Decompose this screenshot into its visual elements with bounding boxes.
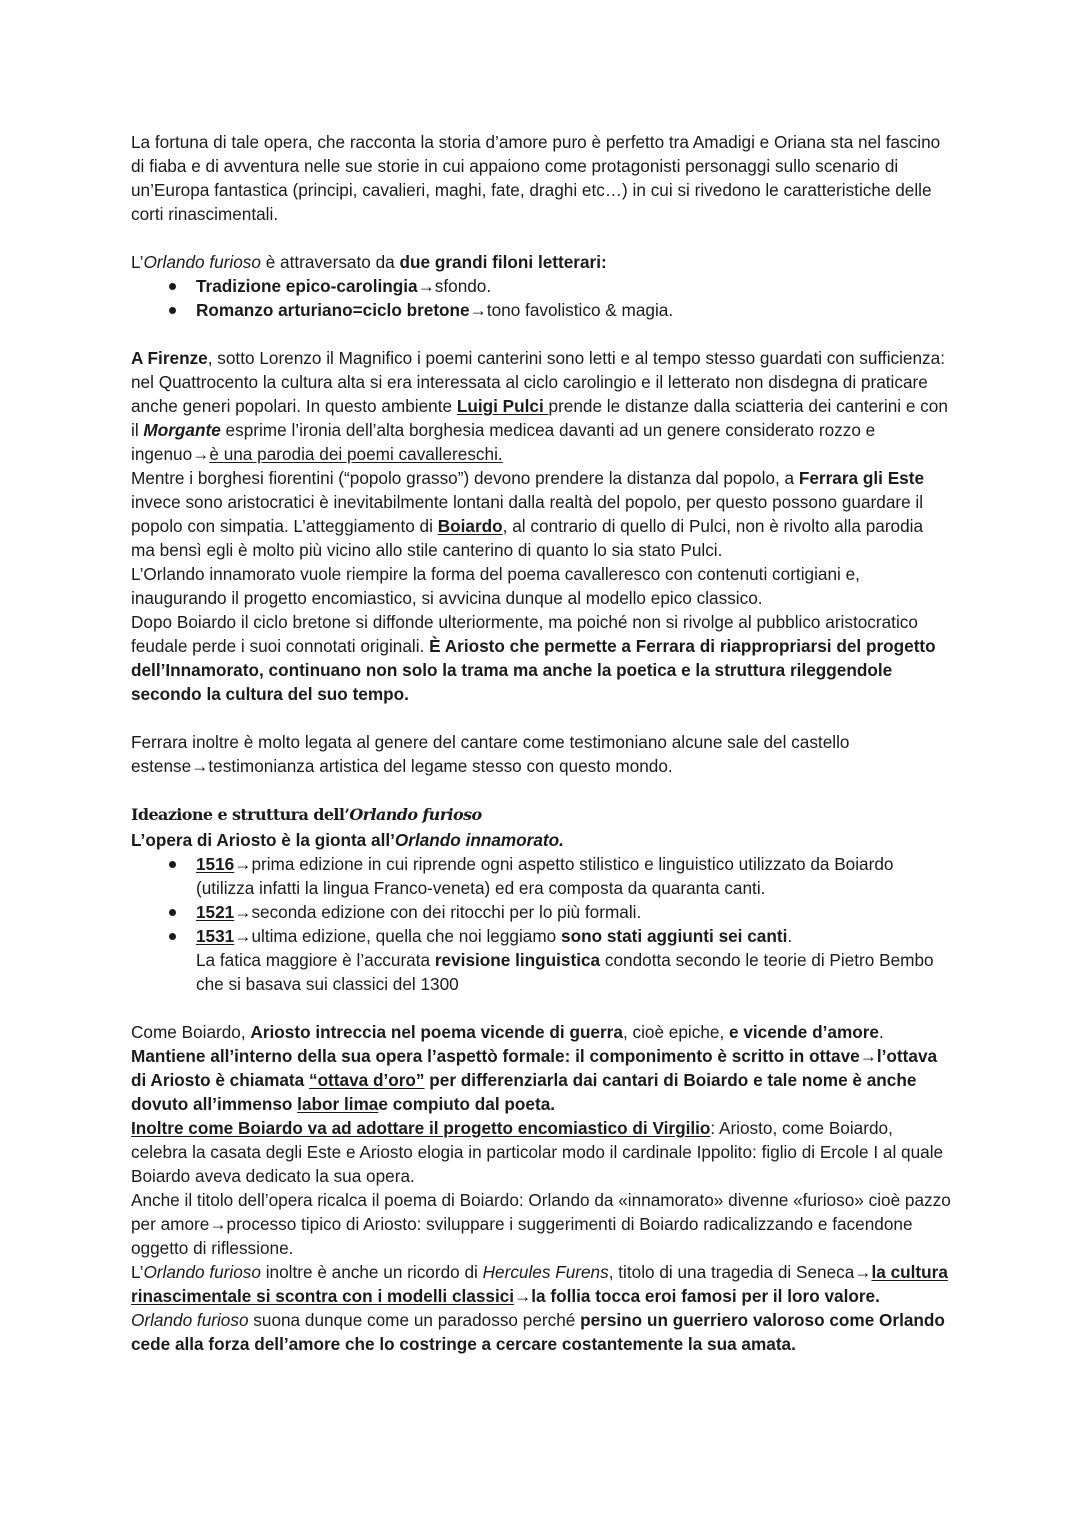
list-item [196,274,951,298]
work-title: Orlando furioso [131,1310,249,1330]
text: L’opera di Ariosto è la gionta all’ [131,830,395,850]
text: , titolo di una tragedia di Seneca [608,1262,855,1282]
underlined-text: labor lima [297,1094,379,1114]
ottava-paragraph [131,1044,951,1116]
text: . [878,1022,884,1042]
dopo-boiardo-paragraph [131,610,951,706]
emphasis: e vicende d’amore [729,1022,879,1042]
text: →tono favolistico & magia. [469,300,674,320]
text: inoltre è anche un ricordo di [260,1262,483,1282]
work-title: Orlando furioso [143,1262,261,1282]
heading-text: Ideazione e struttura dell’ [131,805,350,824]
emphasis: A Firenze [131,348,208,368]
text: , cioè epiche, [622,1022,729,1042]
text: L’ [131,252,144,272]
emphasis: È Ariosto che permette a Ferrara di riappropriarsi del progetto dell’Innamorato, continuano non solo la trama ma anche la poetica e la struttura rileggendole secondo la cultura del suo tempo. [131,636,936,704]
cantare-paragraph: Ferrara inoltre è molto legata al genere del cantare come testimoniano alcune sale del castello estense→testimonianza artistica del legame stesso con questo mondo. [131,732,850,776]
text: e compiuto dal poeta. [378,1094,556,1114]
underlined-emphasis: Inoltre come Boiardo va ad adottare il progetto encomiastico di Virgilio [131,1118,711,1138]
author-name: Boiardo [437,516,503,536]
ferrara-paragraph [131,466,951,562]
underlined-emphasis: la cultura rinascimentale si scontra con i modelli classici [131,1262,948,1306]
hercules-paragraph [131,1260,951,1308]
edition-item [196,900,951,924]
paradosso-paragraph [131,1308,951,1356]
text: invece sono aristocratici è inevitabilmente lontani dalla realtà del popolo, per questo possono guardare il popolo con simpatia. L’atteggiamento di [131,492,924,536]
editions-list [131,852,951,996]
arrow-icon: → [854,1262,872,1282]
text: L’ [131,1262,144,1282]
text: →sfondo. [417,276,492,296]
emphasis: Tradizione epico-carolingia [196,276,418,296]
section-heading [131,802,951,828]
text: , sotto Lorenzo il Magnifico i poemi canterini sono letti e al tempo stesso guardati con sufficienza: nel Quattrocento la cultura alta si era interessata al ciclo carolingio e il letterato non disdegna di praticare anche generi popolari. In questo ambiente [131,348,945,416]
emphasis: sono stati aggiunti sei canti [561,926,788,946]
emphasis: Romanzo arturiano=ciclo bretone [196,300,470,320]
text: Mentre i borghesi fiorentini (“popolo grasso”) devono prendere la distanza dal popolo, a [131,468,799,488]
filoni-paragraph [131,250,951,274]
firenze-paragraph [131,346,951,466]
text: Dopo Boiardo il ciclo bretone si diffonde ulteriormente, ma poiché non si rivolge al pubblico aristocratico feudale perde i suoi connotati originali. [131,612,918,656]
innamorato-paragraph: L’Orlando innamorato vuole riempire la forma del poema cavalleresco con contenuti cortigiani e, inaugurando il progetto encomiastico, si avvicina dunque al modello epico classico. [131,564,860,608]
text: condotta secondo le teorie di Pietro Bembo che si basava sui classici del 1300 [196,950,934,994]
work-title: Orlando innamorato. [394,830,564,850]
edition-year: 1516 [196,854,235,874]
text: : Ariosto, come Boiardo, celebra la casata degli Este e Ariosto elogia in particolar modo il cardinale Ippolito: figlio di Ercole I al quale Boiardo aveva dedicato la sua opera. [131,1118,944,1186]
guerra-paragraph [131,1020,951,1044]
edition-year: 1531 [196,926,235,946]
arrow-icon: → [514,1286,532,1306]
work-title: Hercules Furens [482,1262,609,1282]
work-title: Morgante [143,420,221,440]
text: prende le distanze dalla sciatteria dei canterini e con il [131,396,948,440]
text: →prima edizione in cui riprende ogni aspetto stilistico e linguistico utilizzato da Boiardo (utilizza infatti la lingua Franco-veneta) ed era composta da quaranta canti. [196,854,894,898]
filoni-list [131,274,951,322]
intro-paragraph: La fortuna di tale opera, che racconta la storia d’amore puro è perfetto tra Amadigi e Oriana sta nel fascino di fiaba e di avventura nelle sue storie in cui appaiono come protagonisti personaggi sullo scenario di un’Europa fantastica (principi, cavalieri, maghi, fate, draghi etc…) in cui si rivedono le caratteristiche delle corti rinascimentali. [131,132,941,224]
emphasis: due grandi filoni letterari: [399,252,607,272]
emphasis: revisione linguistica [434,950,601,970]
text: Come Boiardo, [131,1022,251,1042]
text: La fatica maggiore è l’accurata [196,950,435,970]
list-item [196,298,951,322]
text: esprime l’ironia dell’alta borghesia medicea davanti ad un genere considerato rozzo e ingenuo→ [131,420,876,464]
emphasis: persino un guerriero valoroso come Orlando cede alla forza dell’amore che lo costringe a cercare costantemente la sua amata. [131,1310,945,1354]
edition-year: 1521 [196,902,235,922]
text: →ultima edizione, quella che noi leggiamo [234,926,562,946]
titolo-paragraph: Anche il titolo dell’opera ricalca il poema di Boiardo: Orlando da «innamorato» divenne «furioso» cioè pazzo per amore→processo tipico di Ariosto: sviluppare i suggerimenti di Boiardo radicalizzando e facendone oggetto di riflessione. [131,1190,951,1258]
virgilio-paragraph [131,1116,951,1188]
emphasis: la follia tocca eroi famosi per il loro valore. [531,1286,880,1306]
document-page [131,130,951,1356]
text: . [787,926,793,946]
edition-item [196,852,951,900]
text: suona dunque come un paradosso perché [248,1310,581,1330]
underlined-text: è una parodia dei poemi cavallereschi. [209,444,503,464]
text: per differenziarla dai cantari di Boiardo e tale nome è anche dovuto all’immenso [131,1070,917,1114]
author-name: Luigi Pulci [456,396,549,416]
work-title: Orlando furioso [143,252,261,272]
edition-item [196,924,951,996]
section-subtitle [131,828,951,852]
emphasis: Ferrara gli Este [798,468,925,488]
underlined-text: “ottava d’oro” [308,1070,425,1090]
heading-work-title: Orlando furioso [349,805,482,824]
text: è attraversato da [260,252,400,272]
emphasis: Ariosto intreccia nel poema vicende di guerra [250,1022,623,1042]
text: Mantiene all’interno della sua opera l’aspettò formale: il componimento è scritto in ottave→l’ottava di Ariosto è chiamata [131,1046,938,1090]
text: →seconda edizione con dei ritocchi per lo più formali. [234,902,642,922]
text: , al contrario di quello di Pulci, non è rivolto alla parodia ma bensì egli è molto più vicino allo stile canterino di quanto lo sia stato Pulci. [131,516,924,560]
